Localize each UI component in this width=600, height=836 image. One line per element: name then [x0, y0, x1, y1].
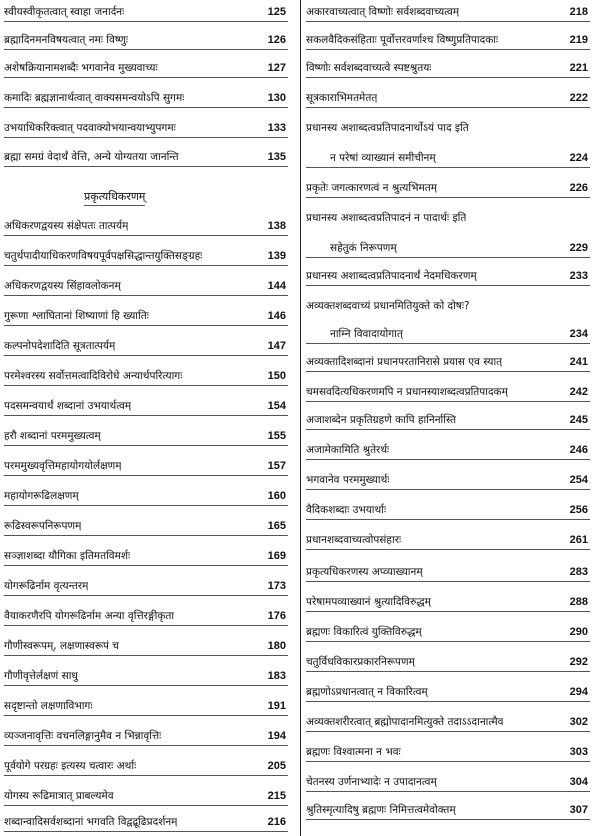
section-heading-text: प्रकृत्यधिकरणम्	[84, 190, 146, 203]
entry-underline	[4, 77, 288, 78]
entry-title: चेतनस्य उर्णनाभ्यादेः न उपादानत्वम्	[306, 776, 437, 788]
entry-title: सदृष्टान्तो लक्षणाविभागः	[4, 700, 93, 712]
index-entry	[306, 410, 598, 430]
entry-page-number: 290	[569, 626, 588, 638]
index-entry	[306, 742, 598, 762]
entry-page-number: 256	[569, 504, 588, 516]
entry-title: रूढिस्वरूपनिरूपणम्	[4, 520, 82, 532]
index-entry	[4, 147, 296, 167]
entry-page-number: 180	[267, 640, 286, 652]
entry-page-number: 307	[569, 804, 588, 816]
index-entry	[4, 516, 296, 536]
index-entry	[4, 366, 296, 386]
entry-underline	[306, 167, 590, 168]
entry-underline	[306, 459, 590, 460]
index-entry	[4, 216, 296, 236]
entry-title: प्रधानस्य अशाब्दत्वप्रतिपादनार्थोऽयं पाद इति	[306, 122, 469, 134]
entry-underline	[4, 475, 288, 476]
index-entry	[306, 324, 598, 344]
entry-page-number: 155	[267, 430, 286, 442]
index-entry	[4, 756, 296, 776]
index-entry	[306, 530, 598, 550]
index-entry	[4, 336, 296, 356]
entry-page-number: 245	[569, 414, 588, 426]
entry-title: योगस्य रूढिमात्रात् प्राबल्यमेव	[4, 790, 114, 802]
index-entry	[306, 562, 598, 582]
entry-title: पूर्वयोगे परग्रहः इत्यस्य चत्वारः अर्थाः	[4, 760, 137, 772]
index-entry	[4, 246, 296, 266]
entry-title: अव्यक्तशब्दवाच्यं प्रधानमितियुक्ते को दोषः?	[306, 300, 470, 312]
entry-title: प्रधानस्य अशाब्दत्वप्रतिपादनं न पादार्थः इति	[306, 212, 467, 224]
entry-underline	[4, 685, 288, 686]
entry-page-number: 173	[267, 580, 286, 592]
entry-page-number: 292	[569, 656, 588, 668]
entry-underline	[306, 49, 590, 50]
entry-page-number: 218	[569, 6, 588, 18]
index-entry	[306, 208, 598, 228]
index-entry	[4, 812, 296, 832]
entry-page-number: 221	[569, 62, 588, 74]
entry-page-number: 233	[569, 270, 588, 282]
entry-page-number: 139	[267, 250, 286, 262]
entry-underline	[4, 505, 288, 506]
index-entry	[306, 682, 598, 702]
entry-underline	[306, 21, 590, 22]
entry-page-number: 154	[267, 400, 286, 412]
entry-title: वैयाकरणैरपि योगरूढिर्नाम अन्या वृत्तिरङ्गीकृता	[4, 610, 175, 622]
entry-underline	[4, 831, 288, 832]
index-entry	[306, 266, 598, 286]
entry-underline	[306, 197, 590, 198]
entry-title: गुरूणा श्लाघितानां शिष्याणां हि ख्यातिः	[4, 310, 149, 322]
entry-underline	[306, 581, 590, 582]
section-heading	[84, 188, 145, 206]
entry-underline	[4, 535, 288, 536]
entry-page-number: 294	[569, 686, 588, 698]
entry-title: ब्रह्मणः विकारित्वं युक्तिविरुद्धम्	[306, 626, 422, 638]
index-entry	[306, 352, 598, 372]
entry-underline	[4, 775, 288, 776]
index-entry	[306, 800, 598, 820]
entry-page-number: 215	[267, 790, 286, 802]
index-entry	[306, 382, 598, 402]
entry-title: अव्यक्तशरीरत्वात् ब्रह्मोपादानमित्युक्ते तदाऽऽदानात्मैव	[306, 716, 504, 728]
entry-underline	[4, 385, 288, 386]
entry-page-number: 242	[569, 386, 588, 398]
index-entry	[4, 486, 296, 506]
entry-underline	[306, 343, 590, 344]
entry-title: चतुर्थपादीयाधिकरणविषयपूर्वपक्षसिद्धान्तयुक्तिसङ्ग्रहः	[4, 250, 203, 262]
index-entry	[306, 622, 598, 642]
entry-underline	[4, 265, 288, 266]
entry-underline	[4, 595, 288, 596]
entry-title: गौणीस्वरूपम्, लक्षणास्वरूपं च	[4, 640, 119, 652]
entry-page-number: 160	[267, 490, 286, 502]
entry-underline	[306, 819, 590, 820]
entry-title: परममुख्यवृत्तिमहायोगयोर्लक्षणम्	[4, 460, 122, 472]
entry-page-number: 138	[267, 220, 286, 232]
entry-page-number: 183	[267, 670, 286, 682]
entry-underline	[4, 565, 288, 566]
entry-underline	[306, 77, 590, 78]
entry-title: प्रधानस्य अशाब्दत्वप्रतिपादनार्थं नेदमधिकरणम्	[306, 270, 477, 282]
index-entry	[306, 238, 598, 258]
entry-title: प्रधानशब्दवाच्यत्वोपसंहारः	[306, 534, 402, 546]
entry-title: वैदिकशब्दाः उभयार्थाः	[306, 504, 387, 516]
index-entry	[306, 470, 598, 490]
index-entry	[4, 606, 296, 626]
entry-title: ब्रह्मा समग्रं वेदार्थं वेत्ति, अन्ये योग्यतया जानन्ति	[4, 151, 179, 163]
entry-page-number: 127	[267, 62, 286, 74]
index-entry	[306, 592, 598, 612]
index-entry	[306, 772, 598, 792]
entry-underline	[4, 415, 288, 416]
entry-title: कल्पनोपदेशादिति सूत्रतात्पर्यम्	[4, 340, 116, 352]
entry-title: परेषामपव्याख्यानं श्रुत्यादिविरुद्धम्	[306, 596, 431, 608]
index-entry	[306, 652, 598, 672]
index-entry	[4, 456, 296, 476]
index-entry	[306, 500, 598, 520]
index-entry	[4, 576, 296, 596]
entry-underline	[4, 295, 288, 296]
entry-title: ब्रह्मणोऽप्रधानत्वात् न विकारित्वम्	[306, 686, 428, 698]
entry-title: प्रकृतेः जगत्कारणत्वं न श्रुत्यभिमतम्	[306, 182, 438, 194]
entry-title: योगरूढिर्नाम वृत्यन्तरम्	[4, 580, 89, 592]
entry-page-number: 126	[267, 34, 286, 46]
entry-page-number: 303	[569, 746, 588, 758]
entry-underline	[4, 355, 288, 356]
index-entry	[4, 666, 296, 686]
entry-underline	[306, 611, 590, 612]
entry-page-number: 135	[267, 151, 286, 163]
entry-underline	[4, 49, 288, 50]
index-entry	[4, 58, 296, 78]
entry-page-number: 150	[267, 370, 286, 382]
entry-underline	[306, 257, 590, 258]
index-entry	[306, 118, 598, 138]
entry-underline	[4, 805, 288, 806]
entry-page-number: 216	[267, 816, 286, 828]
index-entry	[306, 440, 598, 460]
entry-underline	[4, 745, 288, 746]
entry-page-number: 157	[267, 460, 286, 472]
index-entry	[306, 712, 598, 732]
entry-title: महायोगरूढिलक्षणम्	[4, 490, 79, 502]
entry-page-number: 246	[569, 444, 588, 456]
entry-page-number: 130	[267, 92, 286, 104]
entry-page-number: 261	[569, 534, 588, 546]
entry-page-number: 226	[569, 182, 588, 194]
entry-page-number: 224	[569, 152, 588, 164]
entry-title: न परेषां व्याख्यानं समीचीनम्	[330, 152, 436, 164]
entry-page-number: 241	[569, 356, 588, 368]
entry-title: अजाशब्देन प्रकृतिग्रहणे कापि हानिर्नास्ति	[306, 414, 457, 426]
index-entry	[4, 546, 296, 566]
entry-title: गौणीवृत्तेर्लक्षणं साधु	[4, 670, 78, 682]
entry-title: सहेतुकं निरूपणम्	[330, 242, 397, 254]
entry-page-number: 144	[267, 280, 286, 292]
index-entry	[4, 426, 296, 446]
entry-title: चमसवदित्यधिकरणमपि न प्रधानस्याशब्दत्वप्रतिपादकम्	[306, 386, 508, 398]
index-entry	[306, 58, 598, 78]
entry-title: अव्यक्तादिशब्दानां प्रधानपरतानिरासे प्रयास एव स्यात्	[306, 356, 503, 368]
entry-page-number: 283	[569, 566, 588, 578]
entry-title: सञ्ज्ञाशब्दा यौगिका इतिमतविमर्शः	[4, 550, 131, 562]
entry-page-number: 147	[267, 340, 286, 352]
entry-underline	[306, 371, 590, 372]
entry-title: ब्रह्मादिनमनविषयत्वात् नमः विष्णुः	[4, 34, 128, 46]
entry-underline	[306, 489, 590, 490]
index-entry	[4, 636, 296, 656]
index-entry	[306, 2, 598, 22]
entry-page-number: 146	[267, 310, 286, 322]
entry-title: प्रकृत्यधिकरणस्य अप्व्याख्यानम्	[306, 566, 423, 578]
entry-page-number: 125	[267, 6, 286, 18]
entry-page-number: 234	[569, 328, 588, 340]
index-entry	[306, 88, 598, 108]
entry-title: भगवानेव परममुख्यार्थः	[306, 474, 390, 486]
entry-underline	[4, 325, 288, 326]
index-entry	[4, 118, 296, 138]
entry-title: अधिकरणद्वयस्य सिंहावलोकनम्	[4, 280, 121, 292]
entry-underline	[4, 21, 288, 22]
entry-underline	[306, 731, 590, 732]
index-entry	[4, 88, 296, 108]
entry-underline	[4, 235, 288, 236]
entry-title: परमेश्वरस्य सर्वोत्तमत्वादिविरोधे अन्यार्थपरित्यागः	[4, 370, 183, 382]
entry-page-number: 191	[267, 700, 286, 712]
index-entry	[4, 2, 296, 22]
index-entry	[306, 296, 598, 316]
index-entry	[4, 306, 296, 326]
entry-page-number: 194	[267, 730, 286, 742]
entry-underline	[4, 655, 288, 656]
index-entry	[306, 30, 598, 50]
entry-page-number: 169	[267, 550, 286, 562]
entry-title: श्रुतिस्मृत्यादिषु ब्रह्मणः निमित्तत्वमेवोक्तम्	[306, 804, 456, 816]
entry-underline	[4, 107, 288, 108]
entry-underline	[306, 429, 590, 430]
index-entry	[306, 148, 598, 168]
index-entry	[4, 696, 296, 716]
column-divider	[300, 0, 301, 836]
entry-title: अधिकरणद्वयस्य संक्षेपतः तात्पर्यम्	[4, 220, 129, 232]
entry-title: विष्णोः सर्वशब्दवाच्यत्वे स्पष्टश्रुतयः	[306, 62, 432, 74]
entry-page-number: 133	[267, 122, 286, 134]
entry-page-number: 165	[267, 520, 286, 532]
entry-underline	[306, 401, 590, 402]
entry-page-number: 219	[569, 34, 588, 46]
entry-title: सूत्रकाराभिमतमेतत्	[306, 92, 378, 104]
entry-title: पदसमन्वयार्थं शब्दानां उभयार्थत्वम्	[4, 400, 132, 412]
entry-title: शब्दान्वादिसर्वशब्दानां भगवति विद्वद्रूढिप्रदर्शनम्	[4, 816, 178, 828]
entry-underline	[4, 715, 288, 716]
entry-underline	[306, 701, 590, 702]
entry-page-number: 302	[569, 716, 588, 728]
entry-page-number: 222	[569, 92, 588, 104]
index-entry	[306, 178, 598, 198]
entry-title: सकलवैदिकसंहिताः पूर्वोत्तरवर्णाश्च विष्णुप्रतिपादकाः	[306, 34, 499, 46]
index-entry	[4, 786, 296, 806]
entry-underline	[306, 285, 590, 286]
entry-underline	[4, 137, 288, 138]
entry-underline	[306, 519, 590, 520]
entry-page-number: 304	[569, 776, 588, 788]
entry-underline	[4, 166, 288, 167]
entry-page-number: 176	[267, 610, 286, 622]
entry-page-number: 254	[569, 474, 588, 486]
index-entry	[4, 726, 296, 746]
heading-underline	[84, 205, 145, 206]
entry-title: अजामेकामिति श्रुतेरर्थः	[306, 444, 390, 456]
entry-underline	[306, 791, 590, 792]
entry-underline	[4, 445, 288, 446]
entry-title: नाम्नि विवादायोगात्	[330, 328, 403, 340]
entry-underline	[306, 549, 590, 550]
entry-title: हरौ शब्दानां परममुख्यत्वम्	[4, 430, 101, 442]
entry-page-number: 288	[569, 596, 588, 608]
entry-page-number: 229	[569, 242, 588, 254]
index-entry	[4, 30, 296, 50]
entry-page-number: 205	[267, 760, 286, 772]
index-entry	[4, 396, 296, 416]
entry-underline	[306, 761, 590, 762]
entry-title: ब्रह्मणः विश्वात्मना न भवः	[306, 746, 401, 758]
entry-underline	[4, 625, 288, 626]
entry-title: अशेषक्रियानामशब्दैः भगवानेव मुख्यवाच्यः	[4, 62, 158, 74]
entry-title: अकारवाच्यत्वात् विष्णोः सर्वशब्दवाच्यत्वम्	[306, 6, 460, 18]
entry-title: कमादिः ब्रह्मज्ञानार्थत्वात् वाक्यसमन्वयोऽपि सुगमः	[4, 92, 185, 104]
entry-title: उभयाधिकरिक्त्वात् पदवाक्योभयान्वयाभ्युपगमः	[4, 122, 176, 134]
entry-underline	[306, 107, 590, 108]
entry-title: स्वीयस्वीकृतत्वात् स्वाहा जनार्दनः	[4, 6, 125, 18]
entry-underline	[306, 671, 590, 672]
entry-title: व्यञ्जनावृत्तिः वचनलिङ्गानुमैव न भिन्नावृत्तिः	[4, 730, 162, 742]
index-entry	[4, 276, 296, 296]
entry-underline	[306, 641, 590, 642]
entry-title: चतुर्विधविकारप्रकारनिरूपणम्	[306, 656, 415, 668]
